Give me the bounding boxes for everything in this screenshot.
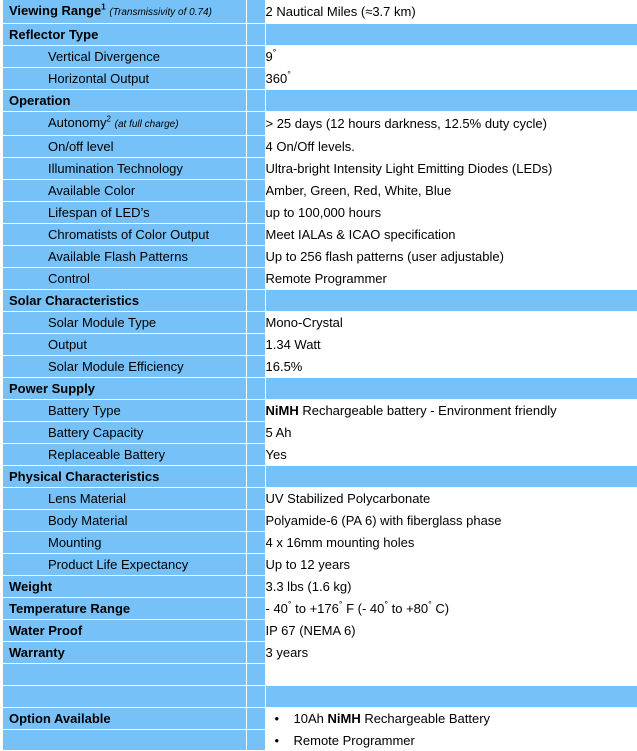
row-label: Lifespan of LED’s: [3, 202, 246, 223]
row-spacer-cell: [246, 180, 265, 202]
row-spacer-cell: [246, 466, 265, 488]
row-value: Polyamide-6 (PA 6) with fiberglass phase: [266, 513, 502, 528]
row-value-cell-physical-characteristics: [265, 466, 637, 488]
table-row: [0, 46, 637, 68]
row-value: Meet IALAs & ICAO specification: [266, 227, 456, 242]
row-label: Lens Material: [3, 488, 246, 509]
row-value: up to 100,000 hours: [266, 205, 382, 220]
row-value-cell-water-proof: [265, 620, 637, 642]
table-row: [0, 68, 637, 90]
row-spacer-cell: [246, 708, 265, 730]
row-label: Temperature Range: [3, 598, 246, 619]
row-label-cell-viewing-range: [3, 0, 246, 24]
row-spacer-cell: [246, 312, 265, 334]
row-label-cell-on-off-level: [3, 136, 246, 158]
row-spacer-cell: [246, 444, 265, 466]
row-spacer-cell: [246, 488, 265, 510]
row-value: 2 Nautical Miles (≈3.7 km): [266, 4, 416, 19]
option-value-cell: [265, 730, 637, 751]
row-label: Viewing Range$^1$ (Transmissivity of 0.74): [3, 0, 246, 23]
row-label: Solar Module Type: [3, 312, 246, 333]
row-spacer-cell: [246, 158, 265, 180]
row-spacer-cell: [246, 68, 265, 90]
row-value-cell-mounting: [265, 532, 637, 554]
row-value-cell-lens-material: [265, 488, 637, 510]
row-value: 3.3 lbs (1.6 kg): [266, 579, 352, 594]
row-value-cell-on-off-level: [265, 136, 637, 158]
row-spacer-cell: [246, 202, 265, 224]
row-label-cell-horizontal-output: [3, 68, 246, 90]
row-spacer-cell: [246, 0, 265, 24]
table-row: [0, 356, 637, 378]
row-label-cell-physical-characteristics: [3, 466, 246, 488]
row-spacer-cell: [246, 334, 265, 356]
blank-spacer-row-1: [0, 664, 637, 686]
row-label-cell-solar-characteristics: [3, 290, 246, 312]
row-value-cell-battery-capacity: [265, 422, 637, 444]
row-spacer-cell: [246, 246, 265, 268]
row-label-note: (at full charge): [115, 119, 179, 130]
blank-value-cell: [265, 686, 637, 708]
row-value-cell-battery-type: [265, 400, 637, 422]
table-row: [0, 268, 637, 290]
table-row: [0, 422, 637, 444]
row-label: Solar Characteristics: [3, 290, 246, 311]
row-label: Chromatists of Color Output: [3, 224, 246, 245]
row-label-cell-solar-module-efficiency: [3, 356, 246, 378]
row-value-cell-body-material: [265, 510, 637, 532]
row-value: 4 On/Off levels.: [266, 139, 355, 154]
row-label-cell-lens-material: [3, 488, 246, 510]
row-value-cell-reflector-type: [265, 24, 637, 46]
row-value-cell-solar-module-efficiency: [265, 356, 637, 378]
row-label: Output: [3, 334, 246, 355]
footnote-marker: 1: [101, 3, 105, 12]
row-label-cell-vertical-divergence: [3, 46, 246, 68]
row-label: Replaceable Battery: [3, 444, 246, 465]
row-label: Physical Characteristics: [3, 466, 246, 487]
row-label: On/off level: [3, 136, 246, 157]
row-spacer-cell: [246, 378, 265, 400]
blank-value-cell: [265, 664, 637, 686]
table-row: [0, 136, 637, 158]
table-row: [0, 90, 637, 112]
row-label-cell-warranty: [3, 642, 246, 664]
row-value: - 40° to +176° F (- 40° to +80° C): [266, 601, 450, 616]
table-row: [0, 224, 637, 246]
row-spacer-cell: [246, 290, 265, 312]
table-row: [0, 334, 637, 356]
table-row: [0, 466, 637, 488]
row-label-note: (Transmissivity of 0.74): [109, 7, 212, 18]
table-row: [0, 510, 637, 532]
row-spacer-cell: [246, 136, 265, 158]
row-value-cell-solar-module-type: [265, 312, 637, 334]
row-value-cell-viewing-range: [265, 0, 637, 24]
row-label: Vertical Divergence: [3, 46, 246, 67]
row-label-cell-mounting: [3, 532, 246, 554]
row-value: Up to 12 years: [266, 557, 351, 572]
footnote-marker: 2: [107, 115, 111, 124]
row-value-cell-control: [265, 268, 637, 290]
row-spacer-cell: [246, 686, 265, 708]
row-value-cell-available-flash-patterns: [265, 246, 637, 268]
table-row: [0, 576, 637, 598]
table-row: [0, 0, 637, 24]
row-label-cell-operation: [3, 90, 246, 112]
row-label-cell-battery-type: [3, 400, 246, 422]
table-row: [0, 642, 637, 664]
row-value: 5 Ah: [266, 425, 292, 440]
row-value-cell-output: [265, 334, 637, 356]
row-value: Up to 256 flash patterns (user adjustable): [266, 249, 504, 264]
row-value: 4 x 16mm mounting holes: [266, 535, 415, 550]
row-spacer-cell: [246, 422, 265, 444]
row-spacer-cell: [246, 532, 265, 554]
row-label-cell-temperature-range: [3, 598, 246, 620]
row-label: Weight: [3, 576, 246, 597]
option-list-item: • 10Ah NiMH Rechargeable Battery: [266, 708, 637, 729]
row-label: Horizontal Output: [3, 68, 246, 89]
option-list-item: • Remote Programmer: [266, 730, 637, 751]
option-row: [0, 730, 637, 751]
option-empty-label-cell: [3, 730, 246, 751]
degree-symbol: °: [273, 48, 277, 58]
row-value: UV Stabilized Polycarbonate: [266, 491, 431, 506]
row-label: Water Proof: [3, 620, 246, 641]
row-label: Battery Capacity: [3, 422, 246, 443]
row-value: Remote Programmer: [266, 271, 387, 286]
table-row: [0, 532, 637, 554]
option-available-label: Option Available: [3, 708, 246, 729]
row-value-cell-available-color: [265, 180, 637, 202]
row-label-cell-autonomy: [3, 112, 246, 136]
row-value: 360°: [266, 71, 291, 86]
row-label: Illumination Technology: [3, 158, 246, 179]
row-spacer-cell: [246, 46, 265, 68]
table-row: [0, 24, 637, 46]
table-row: [0, 620, 637, 642]
row-value: > 25 days (12 hours darkness, 12.5% duty cycle): [266, 116, 547, 131]
row-label-cell-control: [3, 268, 246, 290]
table-row: [0, 202, 637, 224]
row-spacer-cell: [246, 554, 265, 576]
row-label-cell-solar-module-type: [3, 312, 246, 334]
row-label: Body Material: [3, 510, 246, 531]
row-spacer-cell: [246, 400, 265, 422]
row-value: 16.5%: [266, 359, 303, 374]
row-value-cell-power-supply: [265, 378, 637, 400]
row-value-cell-lifespan-of-leds: [265, 202, 637, 224]
option-row: [0, 708, 637, 730]
row-value: NiMH Rechargeable battery - Environment friendly: [266, 403, 557, 418]
row-value: 9°: [266, 49, 277, 64]
option-emphasis: NiMH: [327, 711, 360, 726]
row-label: Solar Module Efficiency: [3, 356, 246, 377]
value-emphasis: NiMH: [266, 403, 299, 418]
row-label-cell-water-proof: [3, 620, 246, 642]
row-label: Product Life Expectancy: [3, 554, 246, 575]
row-label: Available Flash Patterns: [3, 246, 246, 267]
row-label: Battery Type: [3, 400, 246, 421]
blank-spacer-row-2: [0, 686, 637, 708]
row-spacer-cell: [246, 356, 265, 378]
row-spacer-cell: [246, 112, 265, 136]
row-label-cell-power-supply: [3, 378, 246, 400]
degree-symbol: °: [287, 70, 291, 80]
row-spacer-cell: [246, 730, 265, 751]
table-row: [0, 112, 637, 136]
table-row: [0, 290, 637, 312]
row-label-cell-available-flash-patterns: [3, 246, 246, 268]
row-value-cell-vertical-divergence: [265, 46, 637, 68]
row-label: Control: [3, 268, 246, 289]
option-value-cell: [265, 708, 637, 730]
row-spacer-cell: [246, 576, 265, 598]
row-spacer-cell: [246, 510, 265, 532]
row-label-cell-body-material: [3, 510, 246, 532]
row-value-cell-chromatists-of-color-output: [265, 224, 637, 246]
row-value: 1.34 Watt: [266, 337, 321, 352]
row-value-cell-operation: [265, 90, 637, 112]
row-value-cell-product-life-expectancy: [265, 554, 637, 576]
table-row: [0, 444, 637, 466]
row-label-cell-chromatists-of-color-output: [3, 224, 246, 246]
row-value-cell-warranty: [265, 642, 637, 664]
table-row: [0, 312, 637, 334]
row-label: Warranty: [3, 642, 246, 663]
row-value-cell-weight: [265, 576, 637, 598]
row-label-cell-available-color: [3, 180, 246, 202]
blank-label-cell: [3, 664, 246, 686]
row-label: Operation: [3, 90, 246, 111]
row-value: IP 67 (NEMA 6): [266, 623, 356, 638]
row-spacer-cell: [246, 24, 265, 46]
option-available-label-cell: [3, 708, 246, 730]
table-row: [0, 180, 637, 202]
row-label: Mounting: [3, 532, 246, 553]
row-spacer-cell: [246, 620, 265, 642]
row-value-cell-illumination-technology: [265, 158, 637, 180]
row-spacer-cell: [246, 598, 265, 620]
row-value: Ultra-bright Intensity Light Emitting Diodes (LEDs): [266, 161, 553, 176]
row-label: Autonomy$^2$ (at full charge): [3, 112, 246, 135]
row-value-cell-temperature-range: [265, 598, 637, 620]
table-row: [0, 554, 637, 576]
row-label-cell-weight: [3, 576, 246, 598]
row-value: 3 years: [266, 645, 309, 660]
table-row: [0, 598, 637, 620]
row-label-cell-reflector-type: [3, 24, 246, 46]
row-value: Yes: [266, 447, 287, 462]
row-label: Available Color: [3, 180, 246, 201]
row-label-cell-lifespan-of-leds: [3, 202, 246, 224]
table-row: [0, 400, 637, 422]
row-value-cell-horizontal-output: [265, 68, 637, 90]
row-label-cell-product-life-expectancy: [3, 554, 246, 576]
blank-label-cell: [3, 686, 246, 708]
row-spacer-cell: [246, 268, 265, 290]
row-value: Mono-Crystal: [266, 315, 343, 330]
row-value-cell-solar-characteristics: [265, 290, 637, 312]
row-value: Amber, Green, Red, White, Blue: [266, 183, 452, 198]
table-row: [0, 378, 637, 400]
row-spacer-cell: [246, 664, 265, 686]
row-label-cell-illumination-technology: [3, 158, 246, 180]
row-spacer-cell: [246, 642, 265, 664]
row-label: Power Supply: [3, 378, 246, 399]
row-spacer-cell: [246, 224, 265, 246]
row-value-cell-autonomy: [265, 112, 637, 136]
row-value-cell-replaceable-battery: [265, 444, 637, 466]
row-label-cell-output: [3, 334, 246, 356]
row-label-cell-replaceable-battery: [3, 444, 246, 466]
row-spacer-cell: [246, 90, 265, 112]
table-row: [0, 488, 637, 510]
table-row: [0, 246, 637, 268]
row-label-cell-battery-capacity: [3, 422, 246, 444]
table-row: [0, 158, 637, 180]
row-label: Reflector Type: [3, 24, 246, 45]
